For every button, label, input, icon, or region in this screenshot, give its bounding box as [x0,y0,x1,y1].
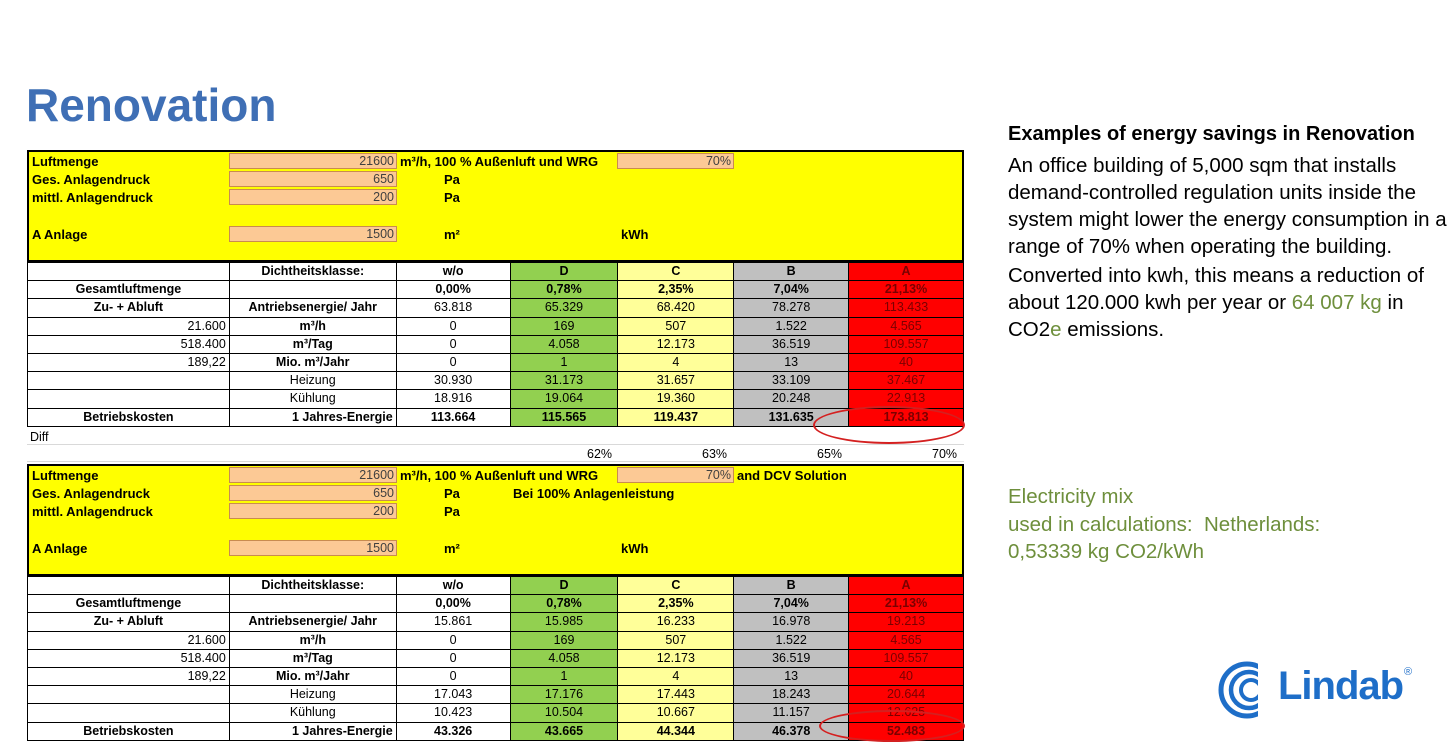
energy-table [27,576,964,741]
druck-input[interactable]: 650 [229,485,397,501]
table-cell: 10.423 [396,704,510,722]
table-cell: 2,35% [618,281,734,299]
panel-paragraph-1: An office building of 5,000 sqm that installs demand-controlled regulation units inside the system might lower the energy consumption in a range of 70% when operating the building. [1008,154,1447,258]
table-cell: 4.058 [510,335,618,353]
table-cell: Zu- + Abluft [28,613,230,631]
table-cell: 169 [510,317,618,335]
table-cell: 109.557 [849,649,964,667]
table-cell: Zu- + Abluft [28,299,230,317]
table-row [28,335,964,353]
anlage-label: A Anlage [32,227,88,242]
table-cell: Heizung [229,686,396,704]
table-cell: m³/h [229,317,396,335]
table-cell: Betriebskosten [28,408,230,426]
para2-text-a: Converted into kwh, this means a reduction of about 120.000 kwh per year or [1008,264,1424,314]
table-row [28,595,964,613]
table-cell: 7,04% [734,281,849,299]
para2-text-b: in CO2 [1008,291,1404,341]
table-cell [229,281,396,299]
luftmenge-unit: m³/h, 100 % Außenluft und WRG [400,154,599,169]
mix-line-2: used in calculations: Netherlands: [1008,512,1321,536]
table-cell: Kühlung [229,390,396,408]
table-cell: 0,00% [396,281,510,299]
luftmenge-input[interactable]: 21600 [229,467,397,483]
table-cell: 113.664 [396,408,510,426]
table-cell: Kühlung [229,704,396,722]
table-cell [28,372,230,390]
table-cell: 43.326 [396,722,510,740]
druck-label: Ges. Anlagendruck [32,172,150,187]
table-cell: 65.329 [510,299,618,317]
table-cell: 4 [618,353,734,371]
table-header-row [28,263,964,281]
table-cell: m³/Tag [229,649,396,667]
table-cell: 4.565 [849,317,964,335]
wrg-input[interactable]: 70% [617,153,734,169]
table-cell: w/o [396,263,510,281]
electricity-mix [1008,483,1320,566]
table-cell: 46.378 [734,722,849,740]
table-cell [28,390,230,408]
table-row [28,613,964,631]
table-cell: 0 [396,667,510,685]
table-cell: Gesamtluftmenge [28,281,230,299]
table-cell: 30.930 [396,372,510,390]
capacity-note: Bei 100% Anlagenleistung [513,486,675,501]
table-cell: 17.176 [510,686,618,704]
table-cell: 21.600 [28,317,230,335]
percent-c: 63% [702,447,728,461]
table-cell: 40 [849,353,964,371]
table-cell: 169 [510,631,618,649]
table-cell: D [510,263,618,281]
table-cell: 78.278 [734,299,849,317]
anlage-unit: m² [444,541,460,556]
table-cell: 0,78% [510,595,618,613]
luftmenge-input[interactable]: 21600 [229,153,397,169]
kwh-label: kWh [621,541,649,556]
table-cell: 44.344 [618,722,734,740]
table-cell [28,704,230,722]
table-cell: 119.437 [618,408,734,426]
table-cell: Mio. m³/Jahr [229,353,396,371]
table-cell: 52.483 [849,722,964,740]
table-row [28,281,964,299]
table-cell: 21.600 [28,631,230,649]
table-cell: 12.173 [618,649,734,667]
table-cell: 21,13% [849,595,964,613]
table-cell: 68.420 [618,299,734,317]
table-cell: 2,35% [618,595,734,613]
mdruck-label: mittl. Anlagendruck [32,190,153,205]
table-cell: 17.443 [618,686,734,704]
luftmenge-label: Luftmenge [32,154,99,169]
percent-b: 65% [817,447,843,461]
luftmenge-unit: m³/h, 100 % Außenluft und WRG [400,468,599,483]
table-cell [28,263,230,281]
table-cell: 4.058 [510,649,618,667]
table-cell: 15.985 [510,613,618,631]
table-cell: 16.233 [618,613,734,631]
table-cell: B [734,263,849,281]
table-cell: 1 Jahres-Energie [229,722,396,740]
table-cell: Dichtheitsklasse: [229,577,396,595]
table-cell: w/o [396,577,510,595]
table-cell [229,595,396,613]
table-cell: D [510,577,618,595]
table-cell: 0,78% [510,281,618,299]
highlight-oval [819,710,965,742]
table-cell: 113.433 [849,299,964,317]
table-row [28,299,964,317]
table-cell: 1 [510,667,618,685]
table-cell: Dichtheitsklasse: [229,263,396,281]
table-cell: 109.557 [849,335,964,353]
table-header-row [28,577,964,595]
table-cell: 19.064 [510,390,618,408]
table-cell: 1 [510,353,618,371]
anlage-unit: m² [444,227,460,242]
table-cell: 4 [618,667,734,685]
co2-amount: 64 007 kg [1291,291,1382,314]
table-row [28,649,964,667]
table-cell: 18.243 [734,686,849,704]
table-cell: 19.360 [618,390,734,408]
table-cell: A [849,263,964,281]
table-cell: 0,00% [396,595,510,613]
table-row [28,631,964,649]
table-cell: B [734,577,849,595]
dcv-label: and DCV Solution [737,468,847,483]
savings-panel [1008,118,1448,343]
table-cell: 0 [396,317,510,335]
table-row [28,667,964,685]
page-title: Renovation [26,79,277,131]
table-cell: 17.043 [396,686,510,704]
table-cell: 36.519 [734,649,849,667]
table-cell: 518.400 [28,335,230,353]
table-cell: 31.173 [510,372,618,390]
table-cell: 0 [396,335,510,353]
table-cell: C [618,577,734,595]
panel-paragraph-2 [1008,262,1448,343]
panel-heading: Examples of energy savings in Renovation [1008,123,1415,145]
table-cell [28,686,230,704]
logo-text: Lindab [1278,664,1404,708]
table-cell: C [618,263,734,281]
anlage-input[interactable]: 1500 [229,226,397,242]
druck-input[interactable]: 650 [229,171,397,187]
anlage-label: A Anlage [32,541,88,556]
table-cell: 15.861 [396,613,510,631]
table-cell: 20.248 [734,390,849,408]
percent-d: 62% [587,447,613,461]
table-cell: 40 [849,667,964,685]
table-cell: 7,04% [734,595,849,613]
mdruck-unit: Pa [444,190,460,205]
table-cell: A [849,577,964,595]
table-cell: 22.913 [849,390,964,408]
table-cell: Mio. m³/Jahr [229,667,396,685]
input-panel [27,464,964,576]
table-cell: 37.467 [849,372,964,390]
para2-text-c: emissions. [1061,318,1165,341]
table-cell: 36.519 [734,335,849,353]
table-cell: 0 [396,353,510,371]
co2e-suffix: e [1050,318,1062,341]
table-cell: 43.665 [510,722,618,740]
table-cell: 173.813 [849,408,964,426]
mdruck-input[interactable]: 200 [229,503,397,519]
table-cell: m³/Tag [229,335,396,353]
table-cell: 1.522 [734,631,849,649]
table-row [28,390,964,408]
table-cell: Gesamtluftmenge [28,595,230,613]
energy-table [27,262,964,427]
table-cell: Antriebsenergie/ Jahr [229,299,396,317]
table-cell: 115.565 [510,408,618,426]
table-cell: Antriebsenergie/ Jahr [229,613,396,631]
mix-line-3: 0,53339 kg CO2/kWh [1008,540,1204,563]
table-cell: 4.565 [849,631,964,649]
table-cell: 18.916 [396,390,510,408]
highlight-oval [813,406,965,444]
lindab-swirl-icon [1218,660,1276,720]
table-cell: 10.504 [510,704,618,722]
druck-unit: Pa [444,172,460,187]
table-cell: 33.109 [734,372,849,390]
table-cell: 13 [734,353,849,371]
table-cell: 21,13% [849,281,964,299]
table-row [28,353,964,371]
mdruck-unit: Pa [444,504,460,519]
table-cell: 10.667 [618,704,734,722]
table-cell: 1.522 [734,317,849,335]
table-cell: 13 [734,667,849,685]
table-cell: 12.625 [849,704,964,722]
percent-a: 70% [932,447,958,461]
table-cell: Heizung [229,372,396,390]
table-cell: 189,22 [28,667,230,685]
table-cell: 518.400 [28,649,230,667]
diff-label: Diff [30,430,49,444]
mix-line-1: Electricity mix [1008,485,1134,508]
mdruck-label: mittl. Anlagendruck [32,504,153,519]
table-cell: 189,22 [28,353,230,371]
table-cell: Betriebskosten [28,722,230,740]
table-cell: 1 Jahres-Energie [229,408,396,426]
table-cell: 0 [396,631,510,649]
kwh-label: kWh [621,227,649,242]
table-cell: 131.635 [734,408,849,426]
anlage-input[interactable]: 1500 [229,540,397,556]
wrg-input[interactable]: 70% [617,467,734,483]
table-cell: 507 [618,317,734,335]
table-cell: 16.978 [734,613,849,631]
percent-row [27,446,964,462]
mdruck-input[interactable]: 200 [229,189,397,205]
registered-mark: ® [1404,666,1413,678]
luftmenge-label: Luftmenge [32,468,99,483]
input-panel [27,150,964,262]
table-cell: 19.213 [849,613,964,631]
table-cell: m³/h [229,631,396,649]
druck-unit: Pa [444,486,460,501]
table-cell: 20.644 [849,686,964,704]
table-row [28,317,964,335]
table-row [28,372,964,390]
table-cell: 11.157 [734,704,849,722]
table-cell: 63.818 [396,299,510,317]
table-cell: 31.657 [618,372,734,390]
table-cell: 507 [618,631,734,649]
table-cell [28,577,230,595]
table-row [28,686,964,704]
druck-label: Ges. Anlagendruck [32,486,150,501]
lindab-logo [1218,660,1418,720]
table-cell: 0 [396,649,510,667]
table-cell: 12.173 [618,335,734,353]
